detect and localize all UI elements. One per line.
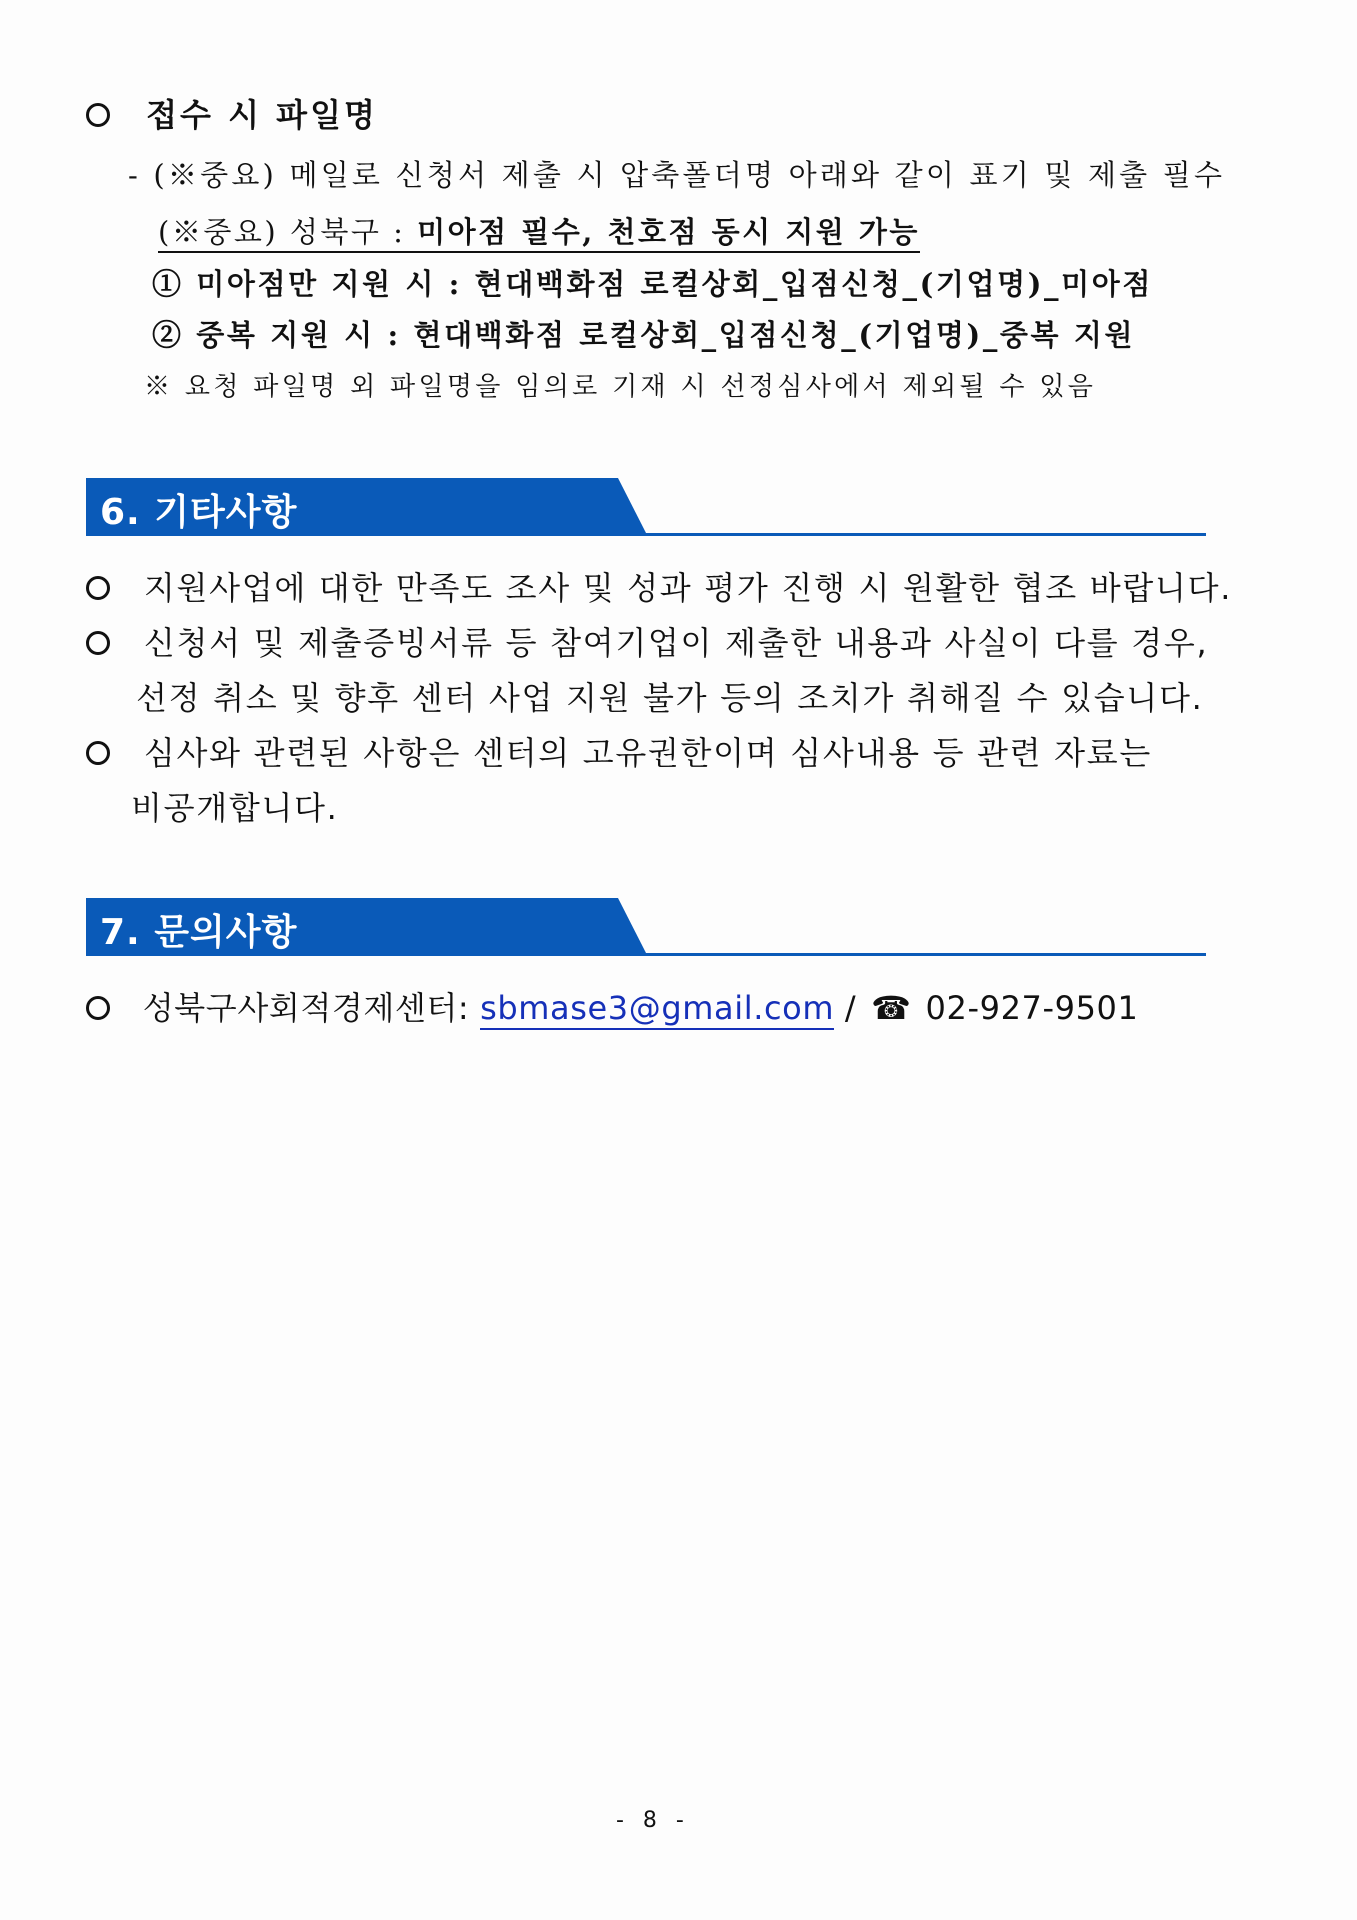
section-7-title: 7. 문의사항 <box>100 912 298 953</box>
filename-option-1: ① 미아점만 지원 시 : 현대백화점 로컬상회_입점신청_(기업명)_미아점 <box>152 267 1153 301</box>
section-6-item-1 <box>86 563 1232 609</box>
filename-instruction: - (※중요) 메일로 신청서 제출 시 압축폴더명 아래와 같이 표기 및 제출 필수 <box>128 158 1226 192</box>
section-6-item-2-text: 신청서 및 제출증빙서류 등 참여기업이 제출한 내용과 사실이 다를 경우, <box>143 624 1209 662</box>
section-6-title: 6. 기타사항 <box>100 492 298 533</box>
filename-option-2: ② 중복 지원 시 : 현대백화점 로컬상회_입점신청_(기업명)_중복 지원 <box>152 318 1136 352</box>
circle-bullet-icon <box>86 741 110 765</box>
section-6-item-3 <box>86 728 1152 774</box>
filename-note: ※ 요청 파일명 외 파일명을 임의로 기재 시 선정심사에서 제외될 수 있음 <box>144 372 1097 402</box>
section-6-item-3-continued: 비공개합니다. <box>131 789 339 827</box>
email-link[interactable]: sbmase3@gmail.com <box>480 989 834 1030</box>
section-6-item-3-text: 심사와 관련된 사항은 센터의 고유권한이며 심사내용 등 관련 자료는 <box>143 734 1152 772</box>
circle-bullet-icon <box>86 996 110 1020</box>
contact-separator: / <box>834 989 868 1027</box>
filename-requirement <box>158 210 920 251</box>
contact-label: 성북구사회적경제센터: <box>142 989 481 1027</box>
contact-line <box>86 983 1138 1029</box>
section-6-item-2 <box>86 618 1208 664</box>
filename-requirement-bold: 미아점 필수, 천호점 동시 지원 가능 <box>417 215 920 249</box>
filename-requirement-underline <box>158 215 920 253</box>
phone-number: 02-927-9501 <box>925 989 1139 1027</box>
section-6-header <box>86 478 1206 538</box>
circle-bullet-icon <box>86 631 110 655</box>
phone-icon: ☎ <box>871 989 912 1027</box>
section-6-item-1-text: 지원사업에 대한 만족도 조사 및 성과 평가 진행 시 원활한 협조 바랍니다. <box>143 569 1233 607</box>
page-number: - 8 - <box>616 1808 690 1833</box>
circle-bullet-icon <box>86 103 110 127</box>
circle-bullet-icon <box>86 576 110 600</box>
filename-heading <box>86 90 378 136</box>
filename-requirement-prefix: (※중요) 성북구 : <box>158 215 418 249</box>
section-6-item-2-continued: 선정 취소 및 향후 센터 사업 지원 불가 등의 조치가 취해질 수 있습니다. <box>136 679 1204 717</box>
filename-heading-text: 접수 시 파일명 <box>146 96 378 134</box>
section-7-header <box>86 898 1206 958</box>
